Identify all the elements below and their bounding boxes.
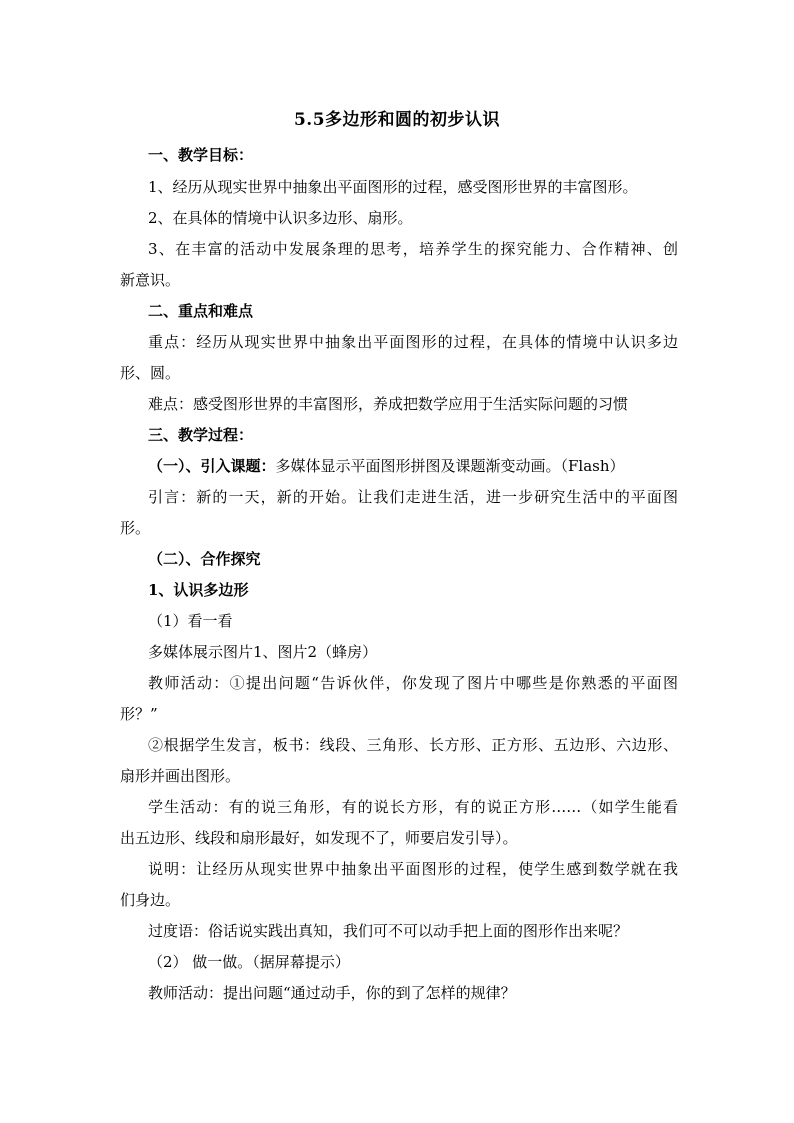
- step-do: （2） 做一做。（据屏幕提示）: [148, 953, 350, 971]
- focus-line-1: 重点：经历从现实世界中抽象出平面图形的过程，在具体的情境中认识多边: [148, 333, 678, 351]
- intro-speech-line-2: 形。: [120, 519, 151, 537]
- section-heading-focus: 二、重点和难点: [148, 302, 254, 320]
- student-activity-line-1: 学生活动：有的说三角形，有的说长方形，有的说正方形……（如学生能看: [148, 798, 678, 816]
- section-heading-process: 三、教学过程：: [148, 426, 254, 444]
- media-show-line: 多媒体展示图片1、图片2（蜂房）: [148, 643, 378, 661]
- board-line-1: ②根据学生发言，板书：线段、三角形、长方形、正方形、五边形、六边形、: [148, 736, 678, 754]
- focus-line-2: 形、圆。: [120, 364, 181, 382]
- difficulty-line: 难点：感受图形世界的丰富图形，养成把数学应用于生活实际问题的习惯: [148, 395, 629, 413]
- intro-topic-label: （一）、引入课题：: [148, 457, 276, 475]
- intro-topic-line: [148, 449, 708, 483]
- student-activity-line-2: 出五边形、线段和扇形最好，如发现不了，师要启发引导）。: [120, 829, 518, 847]
- document-title: 5.5多边形和圆的初步认识: [293, 110, 501, 130]
- section-heading-objectives: 一、教学目标：: [148, 146, 254, 164]
- teacher-question-line: 教师活动：提出问题“通过动手，你的到了怎样的规律？: [148, 984, 516, 1002]
- intro-topic-text: 多媒体显示平面图形拼图及课题渐变动画。（Flash）: [275, 457, 625, 475]
- intro-speech-line-1: 引言：新的一天，新的开始。让我们走进生活，进一步研究生活中的平面图: [148, 488, 678, 506]
- objective-3-line-1: 3、在丰富的活动中发展条理的思考，培养学生的探究能力、合作精神、创: [148, 240, 678, 258]
- objective-2: 2、在具体的情境中认识多边形、扇形。: [148, 209, 413, 227]
- transition-line: 过度语：俗话说实践出真知，我们可不可以动手把上面的图形作出来呢？: [148, 922, 629, 940]
- objective-1: 1、经历从现实世界中抽象出平面图形的过程，感受图形世界的丰富图形。: [148, 178, 638, 196]
- step-look: （1）看一看: [148, 612, 233, 630]
- teacher-activity-line-2: 形？”: [120, 705, 158, 723]
- teacher-activity-line-1: 教师活动：①提出问题“告诉伙伴，你发现了图片中哪些是你熟悉的平面图: [148, 674, 678, 692]
- board-line-2: 扇形并画出图形。: [120, 767, 241, 785]
- objective-3-line-2: 新意识。: [120, 271, 181, 289]
- subsection-heading-explore: （二）、合作探究: [148, 550, 261, 568]
- explanation-line-2: 们身边。: [120, 891, 181, 909]
- subsection-heading-polygon: 1、认识多边形: [148, 581, 249, 599]
- explanation-line-1: 说明：让经历从现实世界中抽象出平面图形的过程，使学生感到数学就在我: [148, 860, 678, 878]
